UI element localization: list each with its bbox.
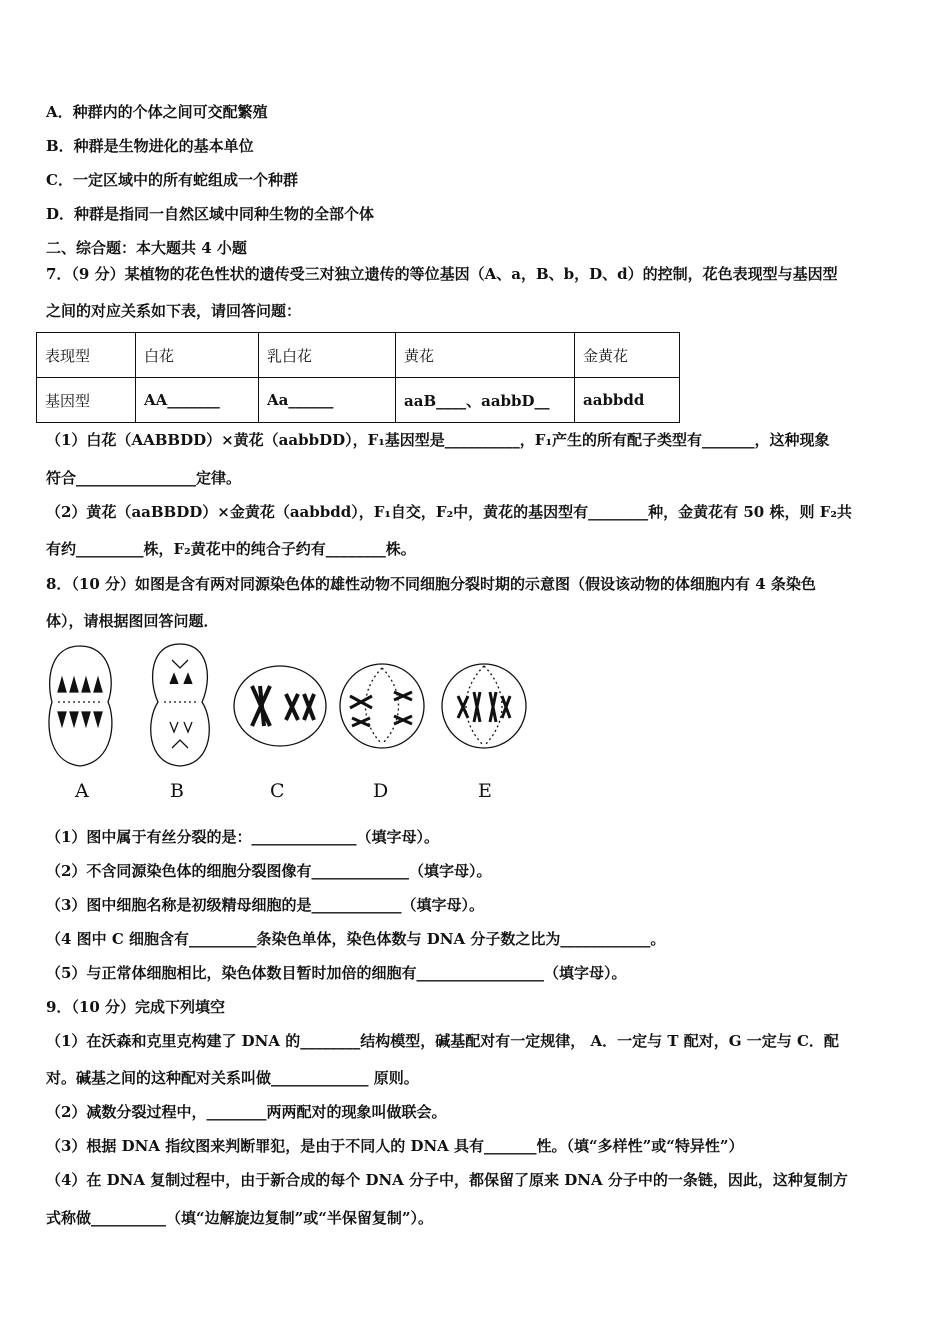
q6-option-c: C．一定区域中的所有蛇组成一个种群: [46, 171, 298, 189]
figure-label-a: A: [75, 780, 89, 802]
q9-part3: （3）根据 DNA 指纹图来判断罪犯，是由于不同人的 DNA 具有_______性。（填“多样性”或“特异性”）: [46, 1137, 744, 1155]
cell-division-figure: [40, 640, 540, 780]
q7-part1-line1: （1）白花（AABBDD）×黄花（aabbDD），F₁基因型是__________，F₁产生的所有配子类型有_______，这种现象: [46, 431, 830, 449]
figure-label-d: D: [373, 780, 389, 802]
section2-title: 二、综合题：本大题共 4 小题: [46, 239, 247, 257]
q9-intro: 9．（10 分）完成下列填空: [46, 998, 226, 1016]
q9-part4-line2: 式称做__________（填“边解旋边复制”或“半保留复制”）。: [46, 1209, 434, 1227]
q9-part4-line1: （4）在 DNA 复制过程中，由于新合成的每个 DNA 分子中，都保留了原来 DNA 分子中的一条链，因此，这种复制方: [46, 1171, 848, 1189]
q7-part2-line2: 有约_________株，F₂黄花中的纯合子约有________株。: [46, 540, 416, 558]
table-cell: 金黄花: [575, 333, 680, 378]
table-cell: 黄花: [396, 333, 575, 378]
q6-option-a: A．种群内的个体之间可交配繁殖: [46, 103, 268, 121]
q8-intro-line2: 体），请根据图回答问题．: [46, 612, 219, 630]
table-cell: 表现型: [37, 333, 136, 378]
q8-part1: （1）图中属于有丝分裂的是：______________（填字母）。: [46, 828, 439, 846]
cell-c-diagram: [234, 666, 326, 746]
cell-d-diagram: [340, 664, 424, 748]
figure-label-e: E: [478, 780, 492, 802]
q7-part2-line1: （2）黄花（aaBBDD）×金黄花（aabbdd），F₁自交，F₂中，黄花的基因型有________种，金黄花有 50 株，则 F₂共: [46, 503, 852, 521]
q8-part5: （5）与正常体细胞相比，染色体数目暂时加倍的细胞有_________________（填字母）。: [46, 964, 627, 982]
cell-e-diagram: [442, 664, 526, 748]
q7-intro-line2: 之间的对应关系如下表，请回答问题：: [46, 302, 302, 320]
phenotype-genotype-table: [36, 332, 680, 423]
cell-a-diagram: [49, 646, 112, 766]
q8-part2: （2）不含同源染色体的细胞分裂图像有_____________（填字母）。: [46, 862, 492, 880]
figure-label-c: C: [270, 780, 285, 802]
table-cell: AA_______: [136, 378, 259, 423]
table-cell: Aa______: [259, 378, 396, 423]
q8-part3: （3）图中细胞名称是初级精母细胞的是____________（填字母）。: [46, 896, 484, 914]
table-cell: 基因型: [37, 378, 136, 423]
q8-intro-line1: 8．（10 分）如图是含有两对同源染色体的雄性动物不同细胞分裂时期的示意图（假设该动物的体细胞内有 4 条染色: [46, 575, 816, 593]
cell-b-diagram: [151, 644, 210, 766]
q6-option-b: B．种群是生物进化的基本单位: [46, 137, 254, 155]
q7-intro-line1: 7．（9 分）某植物的花色性状的遗传受三对独立遗传的等位基因（A、a，B、b，D、d）的控制，花色表现型与基因型: [46, 265, 838, 283]
q9-part1-line2: 对。碱基之间的这种配对关系叫做_____________ 原则。: [46, 1069, 419, 1087]
q6-option-d: D．种群是指同一自然区域中同种生物的全部个体: [46, 205, 375, 223]
table-cell: aabbdd: [575, 378, 680, 423]
q8-part4: （4 图中 C 细胞含有_________条染色单体，染色体数与 DNA 分子数之比为____________。: [46, 930, 666, 948]
table-cell: 白花: [136, 333, 259, 378]
q7-part1-line2: 符合________________定律。: [46, 469, 242, 487]
table-cell: 乳白花: [259, 333, 396, 378]
table-cell: aaB____、aabbD__: [396, 378, 575, 423]
q9-part1-line1: （1）在沃森和克里克构建了 DNA 的________结构模型，碱基配对有一定规律， A．一定与 T 配对，G 一定与 C．配: [46, 1032, 839, 1050]
figure-label-b: B: [170, 780, 184, 802]
table-row: [37, 378, 680, 423]
q9-part2: （2）减数分裂过程中，________两两配对的现象叫做联会。: [46, 1103, 447, 1121]
table-row: [37, 333, 680, 378]
